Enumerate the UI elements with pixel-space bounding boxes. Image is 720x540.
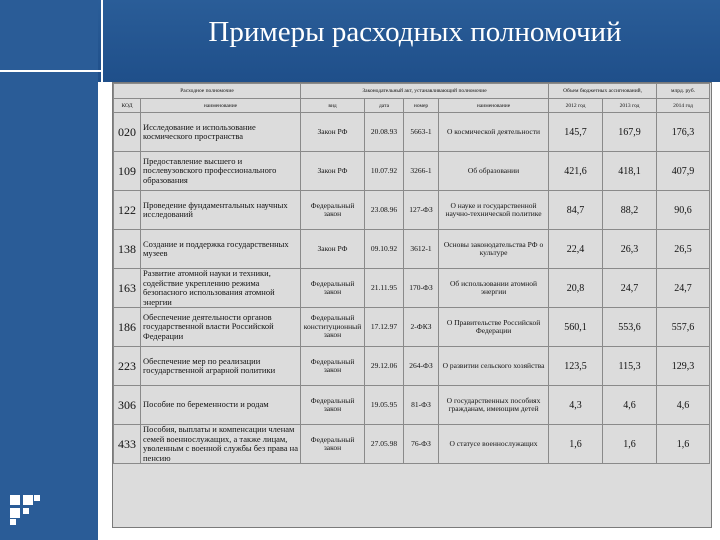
row-act-date: 20.08.93 <box>365 113 404 152</box>
row-act-type: Закон РФ <box>301 152 365 191</box>
row-name: Предоставление высшего и послевузовского профессионального образования <box>141 152 301 191</box>
row-act-number: 81-ФЗ <box>404 386 439 425</box>
group-header-unit: млрд. руб. <box>657 84 710 99</box>
table-row <box>114 347 710 386</box>
row-value-2014: 557,6 <box>657 308 710 347</box>
col-header-name: наименование <box>141 99 301 113</box>
row-name: Развитие атомной науки и техники, содействие укреплению режима безопасного использования атомной энергии <box>141 269 301 308</box>
col-header-number: номер <box>404 99 439 113</box>
row-value-2012: 123,5 <box>549 347 603 386</box>
row-name: Обеспечение деятельности органов государственной власти Российской Федерации <box>141 308 301 347</box>
row-act-number: 2-ФКЗ <box>404 308 439 347</box>
row-act-date: 19.05.95 <box>365 386 404 425</box>
row-value-2012: 145,7 <box>549 113 603 152</box>
row-value-2014: 90,6 <box>657 191 710 230</box>
row-value-2014: 1,6 <box>657 425 710 464</box>
row-act-number: 3612-1 <box>404 230 439 269</box>
row-act-date: 10.07.92 <box>365 152 404 191</box>
col-header-date: дата <box>365 99 404 113</box>
row-act-number: 170-ФЗ <box>404 269 439 308</box>
row-value-2014: 26,5 <box>657 230 710 269</box>
page-title: Примеры расходных полномочий <box>208 16 622 48</box>
row-value-2013: 26,3 <box>603 230 657 269</box>
table-row <box>114 152 710 191</box>
row-act-number: 264-ФЗ <box>404 347 439 386</box>
row-act-type: Федеральный закон <box>301 347 365 386</box>
group-header-volume: Объем бюджетных ассигнований, <box>549 84 657 99</box>
row-name: Пособия, выплаты и компенсации членам семей военнослужащих, а также лицам, уволенным с военной службы без права на пенсию <box>141 425 301 464</box>
row-value-2014: 129,3 <box>657 347 710 386</box>
row-act-number: 76-ФЗ <box>404 425 439 464</box>
row-act-date: 29.12.06 <box>365 347 404 386</box>
row-code: 020 <box>114 113 141 152</box>
row-act-name: О науке и государственной научно-технической политике <box>439 191 549 230</box>
row-value-2013: 24,7 <box>603 269 657 308</box>
row-act-name: О статусе военнослужащих <box>439 425 549 464</box>
row-act-name: О Правительстве Российской Федерации <box>439 308 549 347</box>
row-code: 433 <box>114 425 141 464</box>
row-value-2013: 1,6 <box>603 425 657 464</box>
row-code: 122 <box>114 191 141 230</box>
row-act-type: Закон РФ <box>301 230 365 269</box>
row-act-type: Закон РФ <box>301 113 365 152</box>
row-act-number: 5663-1 <box>404 113 439 152</box>
table-row <box>114 191 710 230</box>
row-act-name: О космической деятельности <box>439 113 549 152</box>
row-name: Создание и поддержка государственных музеев <box>141 230 301 269</box>
row-value-2013: 88,2 <box>603 191 657 230</box>
row-act-number: 3266-1 <box>404 152 439 191</box>
row-value-2014: 24,7 <box>657 269 710 308</box>
row-act-date: 21.11.95 <box>365 269 404 308</box>
col-header-code: КОД <box>114 99 141 113</box>
col-header-type: вид <box>301 99 365 113</box>
col-header-2012: 2012 год <box>549 99 603 113</box>
squares-logo-icon <box>10 495 44 529</box>
row-act-type: Федеральный закон <box>301 386 365 425</box>
row-value-2013: 553,6 <box>603 308 657 347</box>
row-code: 109 <box>114 152 141 191</box>
table-row <box>114 308 710 347</box>
row-act-type: Федеральный закон <box>301 425 365 464</box>
left-decor-band <box>0 0 98 540</box>
group-header-act: Законодательный акт, устанавливающий полномочие <box>301 84 549 99</box>
row-code: 223 <box>114 347 141 386</box>
row-value-2013: 115,3 <box>603 347 657 386</box>
row-act-date: 09.10.92 <box>365 230 404 269</box>
expenditure-table <box>113 83 710 464</box>
row-value-2012: 1,6 <box>549 425 603 464</box>
row-act-name: О государственных пособиях гражданам, имеющим детей <box>439 386 549 425</box>
table-row <box>114 425 710 464</box>
row-act-name: О развитии сельского хозяйства <box>439 347 549 386</box>
row-act-name: Основы законодательства РФ о культуре <box>439 230 549 269</box>
row-act-name: Об использовании атомной энергии <box>439 269 549 308</box>
row-name: Пособие по беременности и родам <box>141 386 301 425</box>
table-row <box>114 113 710 152</box>
col-header-2013: 2013 год <box>603 99 657 113</box>
row-act-type: Федеральный конституционный закон <box>301 308 365 347</box>
row-code: 306 <box>114 386 141 425</box>
row-value-2014: 407,9 <box>657 152 710 191</box>
row-name: Проведение фундаментальных научных исследований <box>141 191 301 230</box>
col-header-act-name: наименование <box>439 99 549 113</box>
row-value-2012: 4,3 <box>549 386 603 425</box>
row-name: Исследование и использование космического пространства <box>141 113 301 152</box>
row-value-2013: 418,1 <box>603 152 657 191</box>
row-code: 138 <box>114 230 141 269</box>
row-value-2012: 20,8 <box>549 269 603 308</box>
row-value-2013: 4,6 <box>603 386 657 425</box>
table-row <box>114 386 710 425</box>
row-act-date: 17.12.97 <box>365 308 404 347</box>
row-name: Обеспечение мер по реализации государственной аграрной политики <box>141 347 301 386</box>
row-code: 163 <box>114 269 141 308</box>
row-value-2012: 421,6 <box>549 152 603 191</box>
table-row <box>114 230 710 269</box>
row-value-2014: 4,6 <box>657 386 710 425</box>
row-value-2012: 22,4 <box>549 230 603 269</box>
row-act-name: Об образовании <box>439 152 549 191</box>
row-act-type: Федеральный закон <box>301 269 365 308</box>
col-header-2014: 2014 год <box>657 99 710 113</box>
row-act-number: 127-ФЗ <box>404 191 439 230</box>
row-act-type: Федеральный закон <box>301 191 365 230</box>
group-header-power: Расходное полномочие <box>114 84 301 99</box>
row-act-date: 23.08.96 <box>365 191 404 230</box>
row-value-2013: 167,9 <box>603 113 657 152</box>
row-act-date: 27.05.98 <box>365 425 404 464</box>
row-value-2014: 176,3 <box>657 113 710 152</box>
row-code: 186 <box>114 308 141 347</box>
row-value-2012: 84,7 <box>549 191 603 230</box>
table-row <box>114 269 710 308</box>
row-value-2012: 560,1 <box>549 308 603 347</box>
decor-horizontal-line <box>0 70 103 72</box>
